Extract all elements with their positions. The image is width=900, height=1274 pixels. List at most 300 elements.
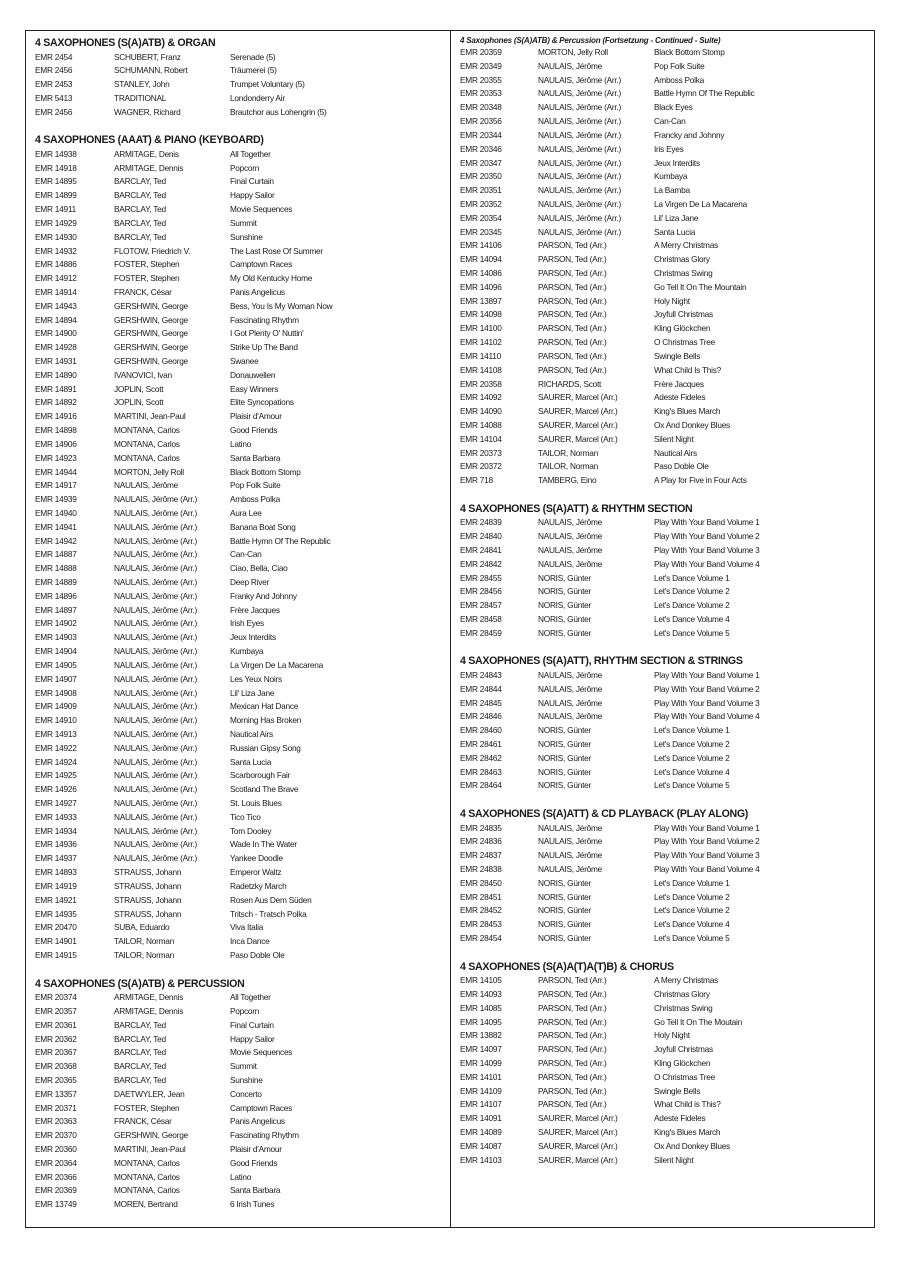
piece-title: Let's Dance Volume 1 bbox=[654, 572, 730, 583]
catalog-number: EMR 20354 bbox=[460, 212, 502, 223]
piece-title: Jeux Interdits bbox=[654, 157, 700, 168]
catalog-number: EMR 14089 bbox=[460, 1127, 502, 1138]
piece-title: Ox And Donkey Blues bbox=[654, 1140, 730, 1151]
catalog-number: EMR 14927 bbox=[35, 798, 77, 809]
catalog-number: EMR 13897 bbox=[460, 295, 502, 306]
catalog-row bbox=[35, 148, 445, 162]
composer: NAULAIS, Jérôme bbox=[538, 558, 603, 569]
piece-title: Silent Night bbox=[654, 1154, 694, 1165]
catalog-number: EMR 14918 bbox=[35, 162, 77, 173]
catalog-number: EMR 14095 bbox=[460, 1016, 502, 1027]
catalog-row bbox=[35, 493, 445, 507]
catalog-number: EMR 14916 bbox=[35, 411, 77, 422]
catalog-number: EMR 14919 bbox=[35, 880, 77, 891]
catalog-number: EMR 20470 bbox=[35, 922, 77, 933]
piece-title: Let's Dance Volume 1 bbox=[654, 877, 730, 888]
catalog-number: EMR 14910 bbox=[35, 715, 77, 726]
piece-title: A Play for Five in Four Acts bbox=[654, 475, 747, 486]
catalog-number: EMR 20345 bbox=[460, 226, 502, 237]
catalog-number: EMR 14088 bbox=[460, 419, 502, 430]
composer: NAULAIS, Jérôme bbox=[538, 697, 603, 708]
composer: BARCLAY, Ted bbox=[114, 176, 166, 187]
piece-title: Panis Angelicus bbox=[230, 286, 285, 297]
piece-title: Lil' Liza Jane bbox=[230, 687, 275, 698]
catalog-row bbox=[35, 507, 445, 521]
piece-title: Play With Your Band Volume 4 bbox=[654, 558, 760, 569]
left-column bbox=[35, 36, 445, 1226]
catalog-row bbox=[460, 544, 872, 558]
catalog-row bbox=[35, 521, 445, 535]
catalog-section bbox=[460, 502, 872, 641]
catalog-row bbox=[35, 535, 445, 549]
catalog-number: EMR 14937 bbox=[35, 853, 77, 864]
catalog-number: EMR 14905 bbox=[35, 659, 77, 670]
catalog-row bbox=[460, 1085, 872, 1099]
catalog-row bbox=[35, 1033, 445, 1047]
piece-title: A Merry Christmas bbox=[654, 240, 718, 251]
catalog-row bbox=[460, 433, 872, 447]
composer: PARSON, Ted (Arr.) bbox=[538, 295, 607, 306]
section-title: 4 SAXOPHONES (S(A)ATT) & CD PLAYBACK (PLAY ALONG) bbox=[460, 808, 749, 821]
composer: NAULAIS, Jérôme (Arr.) bbox=[538, 102, 622, 113]
composer: SCHUMANN, Robert bbox=[114, 65, 188, 76]
catalog-row bbox=[35, 783, 445, 797]
catalog-row bbox=[460, 613, 872, 627]
composer: PARSON, Ted (Arr.) bbox=[538, 1099, 607, 1110]
catalog-row bbox=[460, 170, 872, 184]
catalog-number: EMR 20360 bbox=[35, 1144, 77, 1155]
catalog-number: EMR 14912 bbox=[35, 273, 77, 284]
piece-title: Panis Angelicus bbox=[230, 1116, 285, 1127]
composer: PARSON, Ted (Arr.) bbox=[538, 1030, 607, 1041]
piece-title: Battle Hymn Of The Republic bbox=[654, 88, 755, 99]
piece-title: Christmas Glory bbox=[654, 254, 710, 265]
catalog-number: EMR 14900 bbox=[35, 328, 77, 339]
catalog-row bbox=[460, 101, 872, 115]
catalog-row bbox=[35, 438, 445, 452]
composer: WAGNER, Richard bbox=[114, 106, 181, 117]
composer: ARMITAGE, Denis bbox=[114, 148, 179, 159]
catalog-number: EMR 2454 bbox=[35, 51, 73, 62]
catalog-row bbox=[35, 714, 445, 728]
piece-title: Joyfull Christmas bbox=[654, 1044, 713, 1055]
composer: SAURER, Marcel (Arr.) bbox=[538, 1113, 618, 1124]
catalog-row bbox=[35, 355, 445, 369]
piece-title: Paso Doble Ole bbox=[230, 949, 285, 960]
piece-title: Play With Your Band Volume 3 bbox=[654, 697, 760, 708]
piece-title: Irish Eyes bbox=[230, 618, 264, 629]
catalog-number: EMR 24845 bbox=[460, 697, 502, 708]
catalog-row bbox=[35, 742, 445, 756]
catalog-row bbox=[460, 281, 872, 295]
catalog-number: EMR 14936 bbox=[35, 839, 77, 850]
catalog-row bbox=[460, 1071, 872, 1085]
catalog-number: EMR 24836 bbox=[460, 836, 502, 847]
catalog-row bbox=[35, 769, 445, 783]
piece-title: Jeux Interdits bbox=[230, 632, 276, 643]
catalog-number: EMR 14105 bbox=[460, 975, 502, 986]
catalog-row bbox=[460, 585, 872, 599]
catalog-row bbox=[35, 1005, 445, 1019]
composer: GERSHWIN, George bbox=[114, 1130, 188, 1141]
piece-title: Viva Italia bbox=[230, 922, 264, 933]
piece-title: Swingle Bells bbox=[654, 1085, 701, 1096]
catalog-number: EMR 20347 bbox=[460, 157, 502, 168]
composer: PARSON, Ted (Arr.) bbox=[538, 1016, 607, 1027]
piece-title: Latino bbox=[230, 1171, 252, 1182]
catalog-number: EMR 5413 bbox=[35, 92, 73, 103]
section-title: 4 Saxophones (S(A)ATB) & Percussion (Fortsetzung - Continued - Suite) bbox=[460, 36, 721, 45]
catalog-number: EMR 28450 bbox=[460, 877, 502, 888]
piece-title: Brautchor aus Lohengrin (5) bbox=[230, 106, 327, 117]
catalog-number: EMR 14886 bbox=[35, 259, 77, 270]
composer: STRAUSS, Johann bbox=[114, 867, 182, 878]
catalog-row bbox=[35, 935, 445, 949]
piece-title: Fascinating Rhythm bbox=[230, 314, 299, 325]
composer: PARSON, Ted (Arr.) bbox=[538, 350, 607, 361]
piece-title: Black Eyes bbox=[654, 102, 693, 113]
composer: MORTON, Jelly Roll bbox=[538, 47, 608, 57]
piece-title: Kling Glöckchen bbox=[654, 1058, 711, 1068]
catalog-section bbox=[460, 807, 872, 946]
catalog-number: EMR 14890 bbox=[35, 369, 77, 380]
catalog-number: EMR 14106 bbox=[460, 240, 502, 251]
piece-title: Serenade (5) bbox=[230, 51, 276, 62]
catalog-row bbox=[35, 880, 445, 894]
piece-title: La Bamba bbox=[654, 185, 690, 196]
composer: NAULAIS, Jérôme (Arr.) bbox=[114, 507, 198, 518]
catalog-row bbox=[460, 904, 872, 918]
catalog-number: EMR 14097 bbox=[460, 1044, 502, 1055]
catalog-row bbox=[460, 891, 872, 905]
catalog-number: EMR 2453 bbox=[35, 79, 73, 90]
catalog-row bbox=[35, 92, 445, 106]
catalog-row bbox=[460, 738, 872, 752]
piece-title: Can-Can bbox=[230, 549, 262, 560]
catalog-row bbox=[35, 1143, 445, 1157]
catalog-row bbox=[460, 129, 872, 143]
piece-title: Holy Night bbox=[654, 1030, 690, 1041]
catalog-row bbox=[460, 378, 872, 392]
catalog-number: EMR 28457 bbox=[460, 600, 502, 611]
catalog-row bbox=[35, 838, 445, 852]
composer: PARSON, Ted (Arr.) bbox=[538, 309, 607, 320]
piece-title: Happy Sailor bbox=[230, 1033, 275, 1044]
composer: NAULAIS, Jérôme (Arr.) bbox=[538, 198, 622, 209]
piece-title: Plaisir d'Amour bbox=[230, 1144, 282, 1155]
composer: NAULAIS, Jérôme (Arr.) bbox=[114, 784, 198, 795]
catalog-row bbox=[35, 1102, 445, 1116]
piece-title: Play With Your Band Volume 4 bbox=[654, 863, 760, 874]
composer: NAULAIS, Jérôme bbox=[538, 669, 603, 680]
piece-title: What Child Is This? bbox=[654, 364, 722, 375]
catalog-row bbox=[35, 617, 445, 631]
composer: FRANCK, César bbox=[114, 286, 172, 297]
catalog-number: EMR 20363 bbox=[35, 1116, 77, 1127]
piece-title: Play With Your Band Volume 2 bbox=[654, 683, 760, 694]
composer: NORIS, Günter bbox=[538, 905, 592, 916]
catalog-number: EMR 28464 bbox=[460, 780, 502, 791]
catalog-row bbox=[460, 766, 872, 780]
composer: NAULAIS, Jérôme (Arr.) bbox=[114, 646, 198, 657]
catalog-row bbox=[35, 811, 445, 825]
composer: NAULAIS, Jérôme bbox=[538, 517, 603, 528]
catalog-number: EMR 14940 bbox=[35, 507, 77, 518]
catalog-number: EMR 20369 bbox=[35, 1185, 77, 1196]
catalog-row bbox=[35, 949, 445, 963]
piece-title: Elite Syncopations bbox=[230, 397, 294, 408]
composer: NAULAIS, Jérôme (Arr.) bbox=[538, 143, 622, 154]
catalog-row bbox=[35, 189, 445, 203]
catalog-row bbox=[35, 866, 445, 880]
piece-title: Francky and Johnny bbox=[654, 129, 725, 140]
catalog-number: EMR 14090 bbox=[460, 406, 502, 417]
catalog-number: EMR 24839 bbox=[460, 517, 502, 528]
composer: NORIS, Günter bbox=[538, 572, 592, 583]
piece-title: Final Curtain bbox=[230, 176, 274, 187]
catalog-number: EMR 28453 bbox=[460, 919, 502, 930]
composer: SAURER, Marcel (Arr.) bbox=[538, 433, 618, 444]
piece-title: Iris Eyes bbox=[654, 143, 684, 154]
catalog-row bbox=[35, 1088, 445, 1102]
catalog-number: EMR 14085 bbox=[460, 1002, 502, 1013]
piece-title: Strike Up The Band bbox=[230, 342, 298, 353]
catalog-row bbox=[460, 115, 872, 129]
catalog-row bbox=[35, 1157, 445, 1171]
piece-title: Tritsch - Tratsch Polka bbox=[230, 908, 307, 919]
catalog-number: EMR 14094 bbox=[460, 254, 502, 265]
piece-title: Black Bottom Stomp bbox=[230, 466, 301, 477]
piece-title: A Merry Christmas bbox=[654, 975, 718, 986]
catalog-number: EMR 20359 bbox=[460, 47, 502, 57]
piece-title: Battle Hymn Of The Republic bbox=[230, 535, 331, 546]
catalog-number: EMR 20351 bbox=[460, 185, 502, 196]
composer: GERSHWIN, George bbox=[114, 300, 188, 311]
catalog-number: EMR 13749 bbox=[35, 1199, 77, 1210]
catalog-number: EMR 14935 bbox=[35, 908, 77, 919]
piece-title: Let's Dance Volume 5 bbox=[654, 933, 730, 944]
composer: NAULAIS, Jérôme (Arr.) bbox=[114, 535, 198, 546]
catalog-number: EMR 24843 bbox=[460, 669, 502, 680]
catalog-row bbox=[460, 599, 872, 613]
catalog-row bbox=[460, 779, 872, 793]
composer: NORIS, Günter bbox=[538, 780, 592, 791]
catalog-number: EMR 2456 bbox=[35, 106, 73, 117]
catalog-number: EMR 28459 bbox=[460, 627, 502, 638]
piece-title: Trumpet Voluntary (5) bbox=[230, 79, 305, 90]
composer: NAULAIS, Jérôme (Arr.) bbox=[114, 742, 198, 753]
catalog-row bbox=[35, 1198, 445, 1212]
catalog-number: EMR 20356 bbox=[460, 116, 502, 127]
piece-title: Nautical Airs bbox=[654, 447, 697, 458]
composer: PARSON, Ted (Arr.) bbox=[538, 975, 607, 986]
catalog-row bbox=[35, 991, 445, 1005]
catalog-number: EMR 14942 bbox=[35, 535, 77, 546]
composer: NAULAIS, Jérôme (Arr.) bbox=[114, 811, 198, 822]
catalog-number: EMR 14086 bbox=[460, 268, 502, 278]
catalog-row bbox=[35, 424, 445, 438]
composer: NAULAIS, Jérôme bbox=[538, 863, 603, 874]
composer: MONTANA, Carlos bbox=[114, 438, 180, 449]
catalog-number: EMR 14934 bbox=[35, 825, 77, 836]
piece-title: Les Yeux Noirs bbox=[230, 673, 282, 684]
composer: SAURER, Marcel (Arr.) bbox=[538, 406, 618, 417]
catalog-number: EMR 24846 bbox=[460, 711, 502, 722]
piece-title: Let's Dance Volume 2 bbox=[654, 752, 730, 763]
piece-title: Play With Your Band Volume 3 bbox=[654, 850, 760, 861]
catalog-number: EMR 14907 bbox=[35, 673, 77, 684]
composer: GERSHWIN, George bbox=[114, 356, 188, 367]
piece-title: Kling Glöckchen bbox=[654, 323, 711, 334]
catalog-number: EMR 20366 bbox=[35, 1171, 77, 1182]
composer: PARSON, Ted (Arr.) bbox=[538, 1044, 607, 1055]
catalog-row bbox=[35, 327, 445, 341]
composer: NORIS, Günter bbox=[538, 877, 592, 888]
catalog-row bbox=[460, 918, 872, 932]
catalog-number: EMR 24835 bbox=[460, 822, 502, 833]
catalog-row bbox=[460, 974, 872, 988]
composer: NAULAIS, Jérôme (Arr.) bbox=[114, 839, 198, 850]
catalog-number: EMR 20374 bbox=[35, 992, 77, 1003]
catalog-row bbox=[35, 1074, 445, 1088]
piece-title: Paso Doble Ole bbox=[654, 461, 709, 472]
composer: TAILOR, Norman bbox=[538, 447, 598, 458]
catalog-row bbox=[35, 314, 445, 328]
piece-title: Final Curtain bbox=[230, 1019, 274, 1030]
piece-title: Let's Dance Volume 2 bbox=[654, 600, 730, 611]
composer: NORIS, Günter bbox=[538, 766, 592, 777]
catalog-row bbox=[460, 932, 872, 946]
composer: NAULAIS, Jérôme (Arr.) bbox=[538, 157, 622, 168]
piece-title: Popcorn bbox=[230, 1005, 260, 1016]
composer: SAURER, Marcel (Arr.) bbox=[538, 419, 618, 430]
composer: JOPLIN, Scott bbox=[114, 383, 164, 394]
catalog-number: EMR 20353 bbox=[460, 88, 502, 99]
catalog-row bbox=[35, 1019, 445, 1033]
catalog-number: EMR 14923 bbox=[35, 452, 77, 463]
catalog-number: EMR 20355 bbox=[460, 74, 502, 85]
piece-title: Franky And Johnny bbox=[230, 590, 297, 601]
piece-title: Kumbaya bbox=[230, 646, 264, 657]
catalog-row bbox=[35, 659, 445, 673]
catalog-section bbox=[460, 960, 872, 1168]
composer: GERSHWIN, George bbox=[114, 314, 188, 325]
composer: NORIS, Günter bbox=[538, 752, 592, 763]
composer: PARSON, Ted (Arr.) bbox=[538, 1002, 607, 1013]
catalog-section bbox=[35, 36, 445, 120]
catalog-number: EMR 14898 bbox=[35, 425, 77, 436]
piece-title: Go Tell It On The Moutain bbox=[654, 1016, 742, 1027]
catalog-number: EMR 14929 bbox=[35, 217, 77, 228]
right-column bbox=[460, 36, 872, 1181]
catalog-row bbox=[460, 46, 872, 60]
piece-title: Scotland The Brave bbox=[230, 784, 299, 795]
piece-title: Emperor Waltz bbox=[230, 867, 282, 878]
catalog-number: EMR 14944 bbox=[35, 466, 77, 477]
composer: TRADITIONAL bbox=[114, 92, 167, 103]
piece-title: Plaisir d'Amour bbox=[230, 411, 282, 422]
composer: SAURER, Marcel (Arr.) bbox=[538, 1154, 618, 1165]
composer: FLOTOW, Friedrich V. bbox=[114, 245, 191, 256]
piece-title: Play With Your Band Volume 3 bbox=[654, 544, 760, 555]
catalog-row bbox=[460, 877, 872, 891]
piece-title: Let's Dance Volume 4 bbox=[654, 766, 730, 777]
catalog-row bbox=[460, 849, 872, 863]
catalog-number: EMR 14109 bbox=[460, 1085, 502, 1096]
piece-title: Adeste Fideles bbox=[654, 392, 706, 403]
catalog-row bbox=[35, 1115, 445, 1129]
piece-title: Santa Barbara bbox=[230, 452, 281, 463]
piece-title: Play With Your Band Volume 1 bbox=[654, 669, 760, 680]
catalog-row bbox=[460, 184, 872, 198]
catalog-row bbox=[460, 143, 872, 157]
piece-title: Play With Your Band Volume 4 bbox=[654, 711, 760, 722]
piece-title: Christmas Glory bbox=[654, 988, 710, 999]
catalog-number: EMR 20365 bbox=[35, 1074, 77, 1085]
catalog-number: EMR 14091 bbox=[460, 1113, 502, 1124]
composer: NAULAIS, Jérôme (Arr.) bbox=[114, 687, 198, 698]
composer: PARSON, Ted (Arr.) bbox=[538, 364, 607, 375]
composer: ARMITAGE, Dennis bbox=[114, 1005, 184, 1016]
piece-title: Donauwellen bbox=[230, 369, 276, 380]
catalog-row bbox=[35, 341, 445, 355]
piece-title: The Last Rose Of Summer bbox=[230, 245, 323, 256]
piece-title: King's Blues March bbox=[654, 406, 721, 417]
catalog-row bbox=[460, 697, 872, 711]
piece-title: Tom Dooley bbox=[230, 825, 272, 836]
piece-title: Let's Dance Volume 4 bbox=[654, 613, 730, 624]
piece-title: Play With Your Band Volume 1 bbox=[654, 822, 760, 833]
piece-title: Pop Folk Suite bbox=[230, 480, 281, 491]
composer: FOSTER, Stephen bbox=[114, 259, 180, 270]
composer: NAULAIS, Jérôme (Arr.) bbox=[114, 521, 198, 532]
catalog-number: EMR 14911 bbox=[35, 204, 76, 215]
composer: BARCLAY, Ted bbox=[114, 1074, 166, 1085]
composer: SAURER, Marcel (Arr.) bbox=[538, 1127, 618, 1138]
catalog-section bbox=[460, 36, 872, 488]
catalog-row bbox=[35, 369, 445, 383]
catalog-number: EMR 14897 bbox=[35, 604, 77, 615]
catalog-number: EMR 14895 bbox=[35, 176, 77, 187]
composer: NAULAIS, Jérôme bbox=[538, 683, 603, 694]
catalog-number: EMR 20373 bbox=[460, 447, 502, 458]
composer: BARCLAY, Ted bbox=[114, 1047, 166, 1058]
composer: NAULAIS, Jérôme (Arr.) bbox=[114, 770, 198, 781]
catalog-number: EMR 20346 bbox=[460, 143, 502, 154]
composer: NAULAIS, Jérôme (Arr.) bbox=[114, 632, 198, 643]
composer: NAULAIS, Jérôme (Arr.) bbox=[114, 590, 198, 601]
section-title: 4 SAXOPHONES (S(A)ATB) & ORGAN bbox=[35, 37, 216, 49]
piece-title: Silent Night bbox=[654, 433, 694, 444]
catalog-number: EMR 14938 bbox=[35, 148, 77, 159]
catalog-number: EMR 28461 bbox=[460, 738, 502, 749]
catalog-number: EMR 14101 bbox=[460, 1071, 502, 1082]
composer: STRAUSS, Johann bbox=[114, 880, 182, 891]
catalog-row bbox=[460, 364, 872, 378]
catalog-row bbox=[460, 1126, 872, 1140]
composer: PARSON, Ted (Arr.) bbox=[538, 337, 607, 348]
composer: BARCLAY, Ted bbox=[114, 1033, 166, 1044]
composer: NAULAIS, Jérôme (Arr.) bbox=[114, 549, 198, 560]
catalog-number: EMR 14107 bbox=[460, 1099, 502, 1110]
composer: FOSTER, Stephen bbox=[114, 1102, 180, 1113]
catalog-row bbox=[460, 516, 872, 530]
piece-title: Good Friends bbox=[230, 425, 278, 436]
catalog-number: EMR 718 bbox=[460, 475, 493, 486]
composer: NAULAIS, Jérôme bbox=[538, 711, 603, 722]
piece-title: Banana Boat Song bbox=[230, 521, 296, 532]
catalog-number: EMR 28452 bbox=[460, 905, 502, 916]
